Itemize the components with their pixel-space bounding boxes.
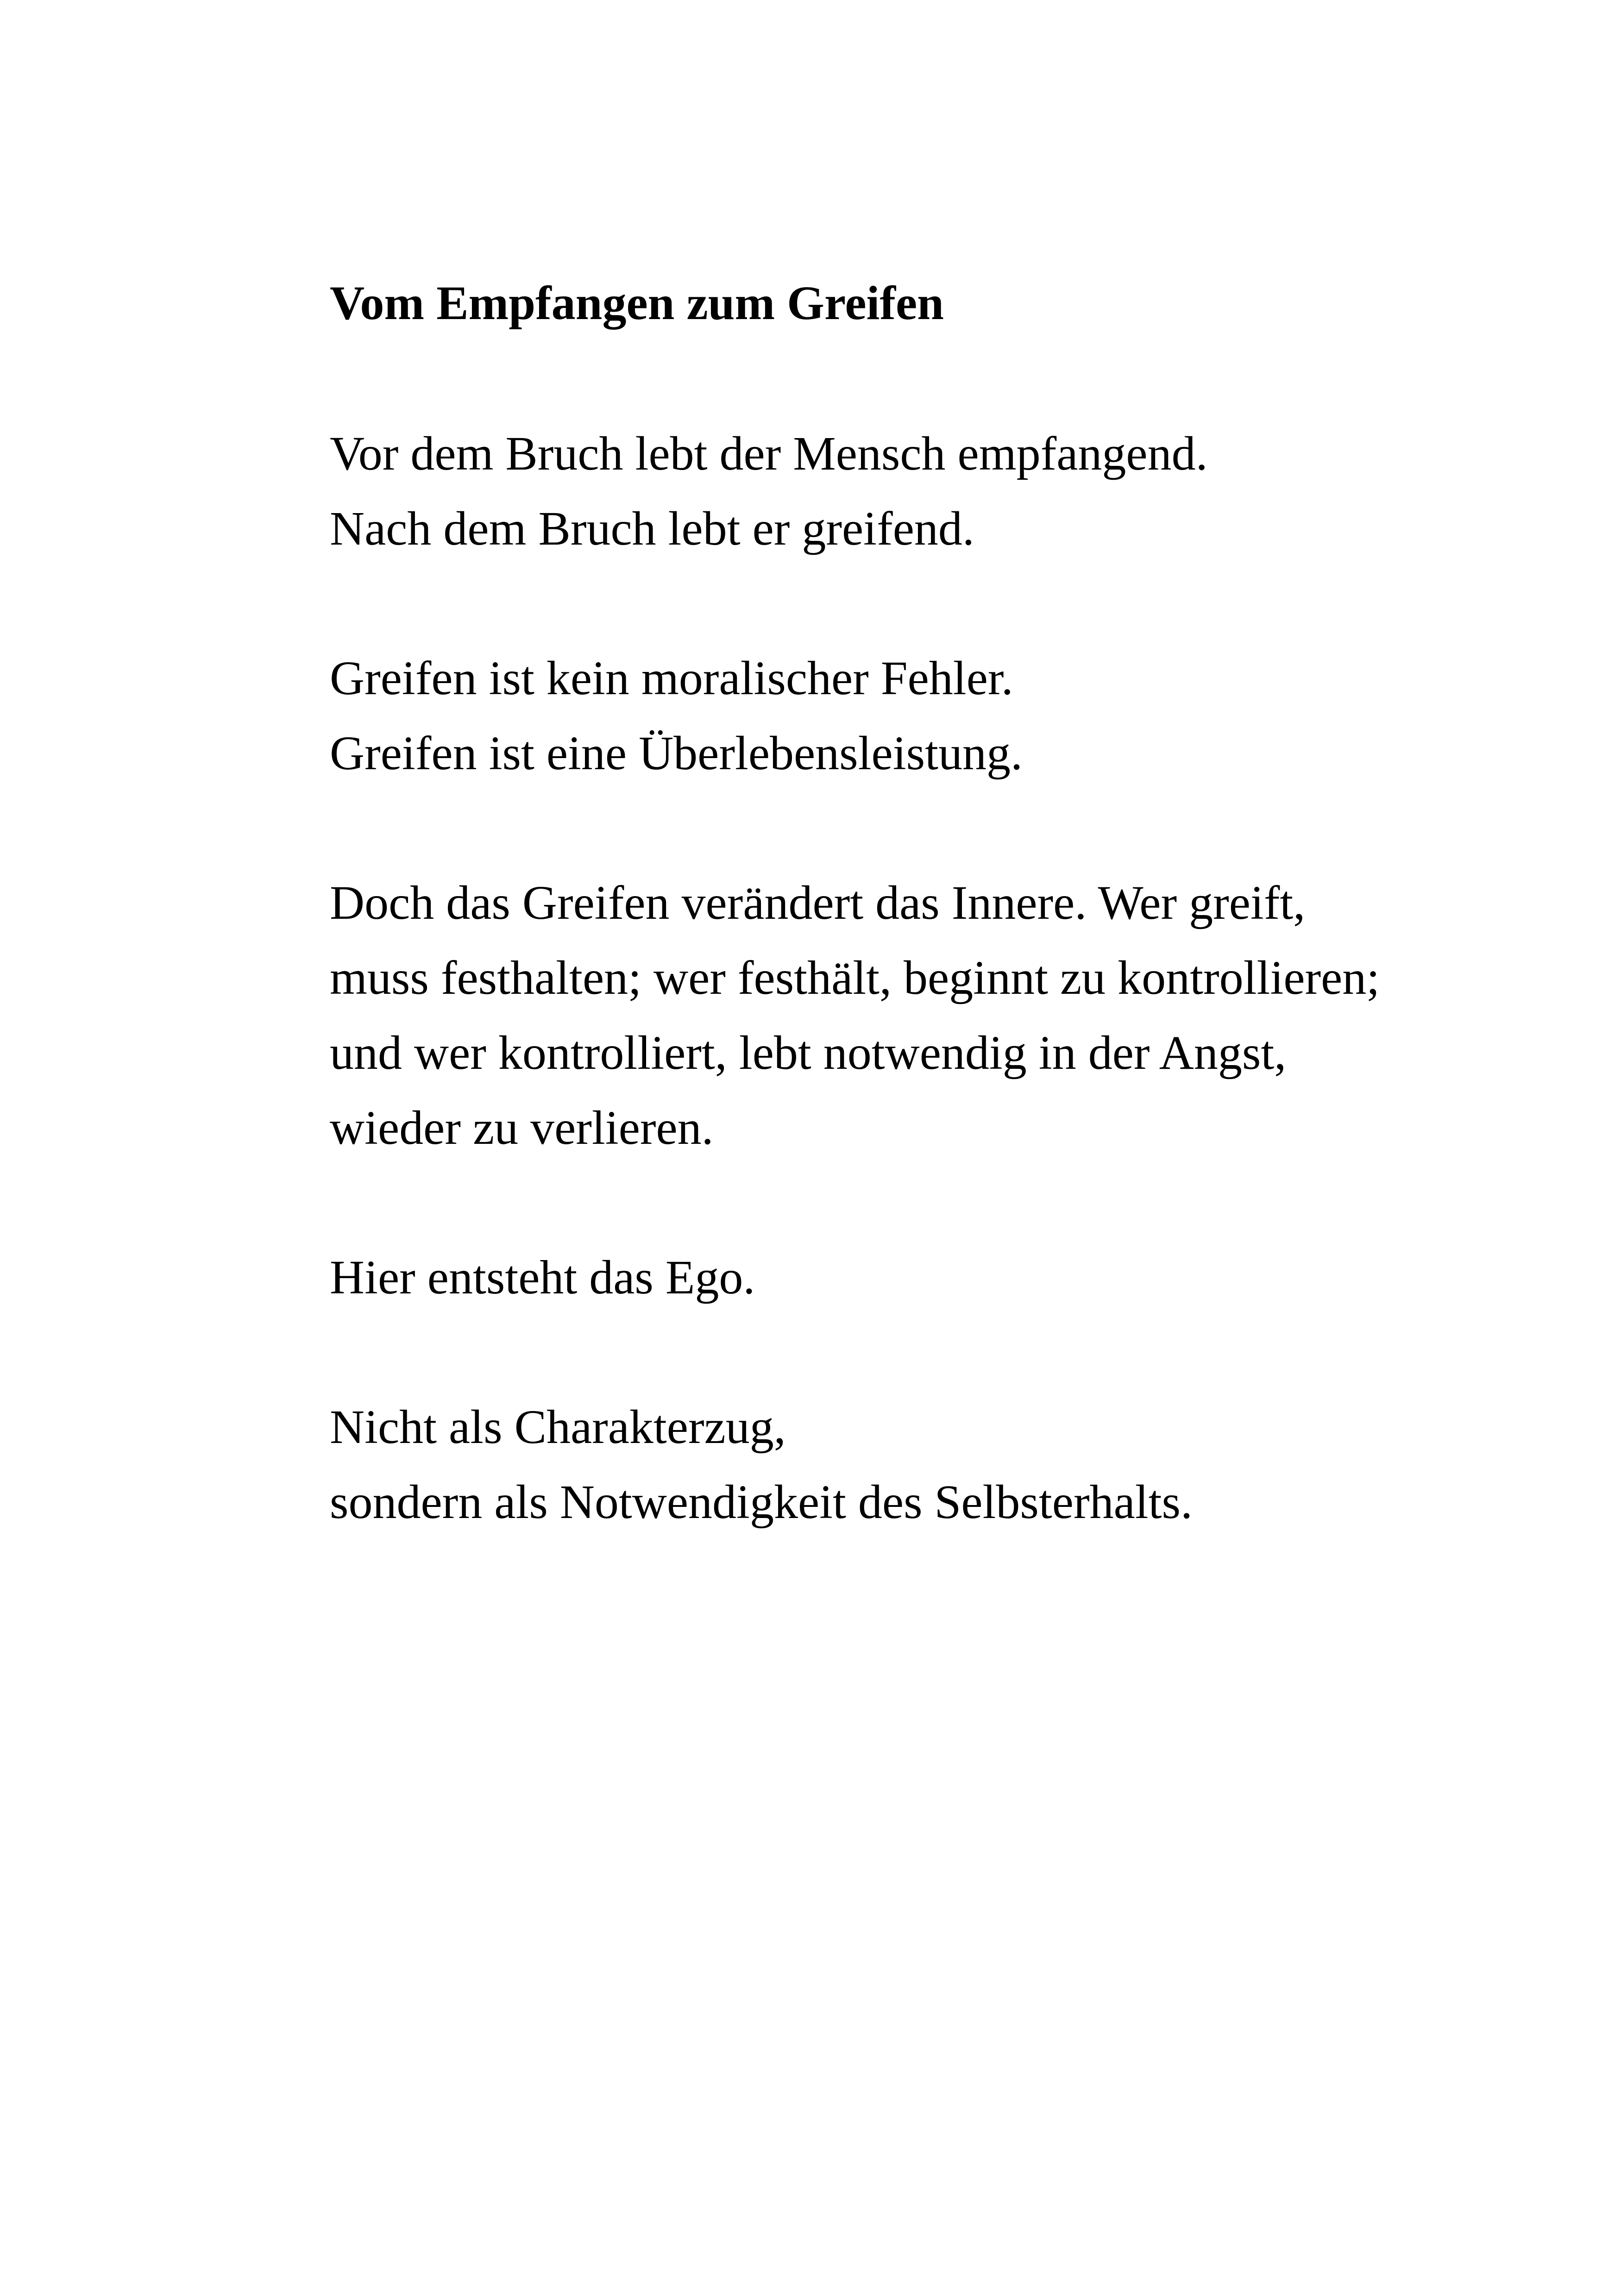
text-line: und wer kontrolliert, lebt notwendig in der Angst, <box>330 1026 1287 1079</box>
text-line: wieder zu verlieren. <box>330 1101 714 1154</box>
text-line: Nicht als Charakterzug, <box>330 1400 786 1454</box>
text-line: Greifen ist eine Überlebensleistung. <box>330 727 1023 780</box>
text-line: Nach dem Bruch lebt er greifend. <box>330 502 974 555</box>
text-line: Doch das Greifen verändert das Innere. Wer greift, <box>330 876 1306 929</box>
document-title: Vom Empfangen zum Greifen <box>330 276 944 330</box>
text-line: Vor dem Bruch lebt der Mensch empfangend. <box>330 427 1208 480</box>
text-line: muss festhalten; wer festhält, beginnt zu kontrollieren; <box>330 951 1380 1004</box>
text-line: Greifen ist kein moralischer Fehler. <box>330 652 1013 705</box>
text-line: Hier entsteht das Ego. <box>330 1251 755 1304</box>
text-line: sondern als Notwendigkeit des Selbsterhalts. <box>330 1475 1193 1529</box>
